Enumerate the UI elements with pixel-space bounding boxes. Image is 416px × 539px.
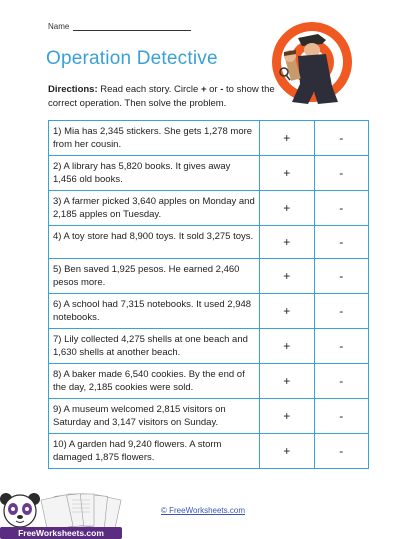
minus-choice[interactable]: - xyxy=(314,434,369,469)
problem-row xyxy=(49,259,369,294)
problem-story: 8) A baker made 6,540 cookies. By the end of the day, 2,185 cookies were sold. xyxy=(49,364,260,399)
plus-choice[interactable]: + xyxy=(260,259,315,294)
footer-link[interactable]: © FreeWorksheets.com xyxy=(161,506,245,515)
problem-row xyxy=(49,121,369,156)
plus-choice[interactable]: + xyxy=(260,191,315,226)
directions-plus: + xyxy=(200,84,207,95)
plus-choice[interactable]: + xyxy=(260,121,315,156)
problems-table xyxy=(48,120,369,469)
plus-choice[interactable]: + xyxy=(260,294,315,329)
problem-row xyxy=(49,191,369,226)
name-row xyxy=(48,22,191,31)
minus-choice[interactable]: - xyxy=(314,121,369,156)
problem-row xyxy=(49,329,369,364)
logo-text: FreeWorksheets.com xyxy=(18,528,104,538)
plus-choice[interactable]: + xyxy=(260,364,315,399)
detective-target-icon xyxy=(268,14,352,110)
plus-choice[interactable]: + xyxy=(260,399,315,434)
problem-story: 4) A toy store had 8,900 toys. It sold 3,275 toys. xyxy=(49,226,260,259)
name-line[interactable] xyxy=(73,22,191,31)
problem-row xyxy=(49,294,369,329)
minus-choice[interactable]: - xyxy=(314,226,369,259)
minus-choice[interactable]: - xyxy=(314,399,369,434)
directions-text-3: to show the correct operation. Then solve the problem. xyxy=(48,84,275,109)
problem-story: 1) Mia has 2,345 stickers. She gets 1,278 more from her cousin. xyxy=(49,121,260,156)
problem-row xyxy=(49,364,369,399)
minus-choice[interactable]: - xyxy=(314,364,369,399)
plus-choice[interactable]: + xyxy=(260,329,315,364)
minus-choice[interactable]: - xyxy=(314,259,369,294)
name-label: Name xyxy=(48,22,70,31)
minus-choice[interactable]: - xyxy=(314,294,369,329)
panda-logo-icon xyxy=(0,487,150,539)
minus-choice[interactable]: - xyxy=(314,329,369,364)
plus-choice[interactable]: + xyxy=(260,156,315,191)
problem-story: 7) Lily collected 4,275 shells at one beach and 1,630 shells at another beach. xyxy=(49,329,260,364)
problem-story: 9) A museum welcomed 2,815 visitors on Saturday and 3,147 visitors on Sunday. xyxy=(49,399,260,434)
directions-text-2: or xyxy=(206,84,221,95)
directions xyxy=(48,83,278,111)
problem-story: 2) A library has 5,820 books. It gives away 1,456 old books. xyxy=(49,156,260,191)
problem-row xyxy=(49,399,369,434)
problem-row xyxy=(49,156,369,191)
minus-choice[interactable]: - xyxy=(314,156,369,191)
problem-row xyxy=(49,434,369,469)
minus-choice[interactable]: - xyxy=(314,191,369,226)
plus-choice[interactable]: + xyxy=(260,434,315,469)
problem-story: 3) A farmer picked 3,640 apples on Monday and 2,185 apples on Tuesday. xyxy=(49,191,260,226)
directions-minus: - xyxy=(220,84,224,95)
problem-row xyxy=(49,226,369,259)
problem-story: 6) A school had 7,315 notebooks. It used 2,948 notebooks. xyxy=(49,294,260,329)
directions-label: Directions: xyxy=(48,84,98,95)
problem-story: 5) Ben saved 1,925 pesos. He earned 2,460 pesos more. xyxy=(49,259,260,294)
problem-story: 10) A garden had 9,240 flowers. A storm damaged 1,875 flowers. xyxy=(49,434,260,469)
directions-text-1: Read each story. Circle xyxy=(97,84,201,95)
page-title: Operation Detective xyxy=(46,48,218,69)
plus-choice[interactable]: + xyxy=(260,226,315,259)
